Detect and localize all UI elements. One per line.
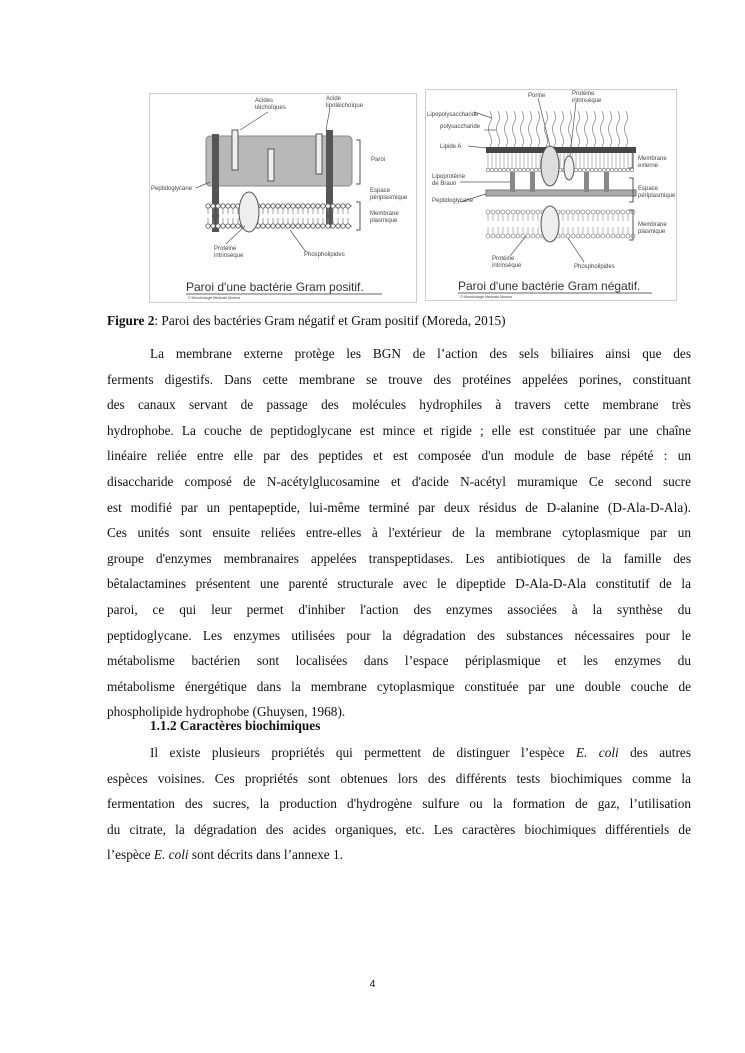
text-line: groupe d'enzymes membranaires appelées transpeptidases. Les antibiotiques de la famille des xyxy=(107,550,691,566)
lps-chains xyxy=(489,111,628,147)
label-acide-lipoteichoique-1: Acide xyxy=(326,96,342,102)
label-proteine-intrinseque-top-1: Protéine xyxy=(572,91,595,97)
label-acide-lipoteichoique-2: lipotéichoïque xyxy=(326,103,364,109)
page-number: 4 xyxy=(369,978,376,990)
peptidoglycan-layer xyxy=(486,190,636,196)
label-membrane-plasmique-2: plasmique xyxy=(370,218,398,224)
figure-gram-positive xyxy=(149,93,417,303)
text-segment: l’espèce xyxy=(107,847,154,863)
text-line: est modifié par un pentapeptide, lui-même terminé par deux résidus de D-alanine (D-Ala-D-Ala). xyxy=(107,499,691,515)
figure-caption-label: Figure 2 xyxy=(107,313,155,328)
text-line: bêtalactamines présentent une parenté structurale avec le dipeptide D-Ala-D-Ala constitutif de la xyxy=(107,576,691,592)
figure-caption-text: : Paroi des bactéries Gram négatif et Gram positif (Moreda, 2015) xyxy=(154,313,506,328)
label-paroi: Paroi xyxy=(371,157,386,163)
gram-positive-diagram xyxy=(150,94,416,302)
label-acides-teichoiques-1: Acides xyxy=(255,98,274,104)
label-acides-teichoiques-2: téichoïques xyxy=(255,105,286,111)
label-proteine-intrinseque-1: Protéine xyxy=(214,246,237,252)
label-lipide-a: Lipide A xyxy=(440,144,462,150)
text-segment: Il existe plusieurs propriétés qui permettent de distinguer l’espèce xyxy=(150,745,576,760)
gram-negative-diagram xyxy=(426,90,676,300)
text-line: linéaire reliée entre elle par des peptides et est composée d'un module de base répété : un xyxy=(107,448,691,464)
label-membrane-plasmique-1: Membrane xyxy=(370,211,399,217)
label-membrane-externe-1: Membrane xyxy=(638,156,667,162)
label-proteine-intrinseque-bottom-2: intrinsèque xyxy=(492,263,522,269)
label-espace-periplasmique-1: Espace xyxy=(638,186,659,192)
label-lipopolysaccharide: Lipopolysaccharide xyxy=(427,112,479,118)
text-line: disaccharide composé de N-acétylglucosamine et d'acide N-acétyl muramique Ce second sucre xyxy=(107,473,691,489)
label-proteine-intrinseque-top-2: intrinsèque xyxy=(572,98,602,104)
outer-membrane xyxy=(486,147,636,153)
intrinsic-protein xyxy=(239,192,259,232)
label-polysaccharide: polysaccharide xyxy=(440,124,481,130)
text-line: La membrane externe protège les BGN de l’action des sels biliaires ainsi que des xyxy=(150,346,691,361)
text-line xyxy=(107,791,691,817)
text-line: ferments digestifs. Dans cette membrane se trouve des protéines appelées porines, constituant xyxy=(107,371,691,387)
text-segment: des autres xyxy=(618,745,692,760)
label-lipoproteine-2: de Braun xyxy=(432,181,457,187)
figure-credit-gram-positif: © Microbiologie Médicale Moréna xyxy=(188,296,240,300)
text-segment: du citrate, la dégradation des acides organiques, etc. Les caractères biochimiques différentiels de xyxy=(107,821,691,837)
figure-credit-gram-negatif: © Microbiologie Médicale Moréna xyxy=(460,295,512,299)
label-membrane-plasmique-1: Membrane xyxy=(638,222,667,228)
text-line: métabolisme bactérien sont localisées dans l’espace périplasmique et les enzymes du xyxy=(107,653,691,669)
label-peptidoglycane: Peptidoglycane xyxy=(151,186,193,192)
text-line: paroi, ce qui leur permet d'inhiber l'action des enzymes associées à la synthèse du xyxy=(107,601,691,617)
text-line: phospholipide hydrophobe (Ghuysen, 1968). xyxy=(107,704,346,720)
text-segment: fermentation des sucres, la production d'hydrogène sulfure ou la formation de gaz, l’utilisation xyxy=(107,796,691,812)
porin xyxy=(541,146,559,186)
label-espace-periplasmique-2: périplasmique xyxy=(638,193,676,199)
text-line xyxy=(107,842,691,868)
text-segment: sont décrits dans l’annexe 1. xyxy=(188,847,343,863)
text-line xyxy=(107,740,691,766)
label-espace-periplasmique-1: Espace xyxy=(370,188,391,194)
species-name: E. coli xyxy=(575,745,619,760)
label-espace-periplasmique-2: périplasmique xyxy=(370,195,408,201)
figure-title-gram-positif: Paroi d'une bactérie Gram positif. xyxy=(186,280,364,294)
section-heading: 1.1.2 Caractères biochimiques xyxy=(150,718,321,733)
figure-gram-negative xyxy=(425,89,677,301)
label-porine: Porine xyxy=(528,93,546,99)
figure-title-gram-negatif: Paroi d'une bactérie Gram négatif. xyxy=(458,279,641,293)
label-membrane-externe-2: externe xyxy=(638,163,659,169)
text-line xyxy=(107,817,691,843)
figure-caption xyxy=(107,312,707,330)
paragraph-membrane xyxy=(107,341,691,725)
label-lipoproteine-1: Lipoprotéine xyxy=(432,174,466,180)
text-line: métabolisme énergétique dans la membrane cytoplasmique constituée par une double couche de xyxy=(107,678,691,694)
text-segment: espèces voisines. Ces propriétés sont obtenues lors des différents tests biochimiques comme la xyxy=(107,770,691,786)
text-line: Ces unités sont ensuite reliées entre-elles à l'extérieur de la membrane cytoplasmique par un xyxy=(107,525,691,541)
label-peptidoglycane: Peptidoglycane xyxy=(432,198,474,204)
text-line xyxy=(107,766,691,792)
paragraph-biochimie xyxy=(107,740,691,868)
text-line: peptidoglycane. Les enzymes utilisées pour la dégradation des substances nécessaires pour le xyxy=(107,627,691,643)
label-phospholipides: Phospholipides xyxy=(574,264,615,270)
label-proteine-intrinseque-2: intrinsèque xyxy=(214,253,244,259)
species-name: E. coli xyxy=(153,847,189,863)
text-line: des canaux servant de passage des molécules hydrophiles à travers cette membrane très xyxy=(107,397,691,413)
text-line: hydrophobe. La couche de peptidoglycane est mince et rigide ; elle est constituée par une chaîne xyxy=(107,422,691,438)
label-membrane-plasmique-2: plasmique xyxy=(638,229,666,235)
label-proteine-intrinseque-bottom-1: Protéine xyxy=(492,256,515,262)
label-phospholipides: Phospholipides xyxy=(304,252,345,258)
